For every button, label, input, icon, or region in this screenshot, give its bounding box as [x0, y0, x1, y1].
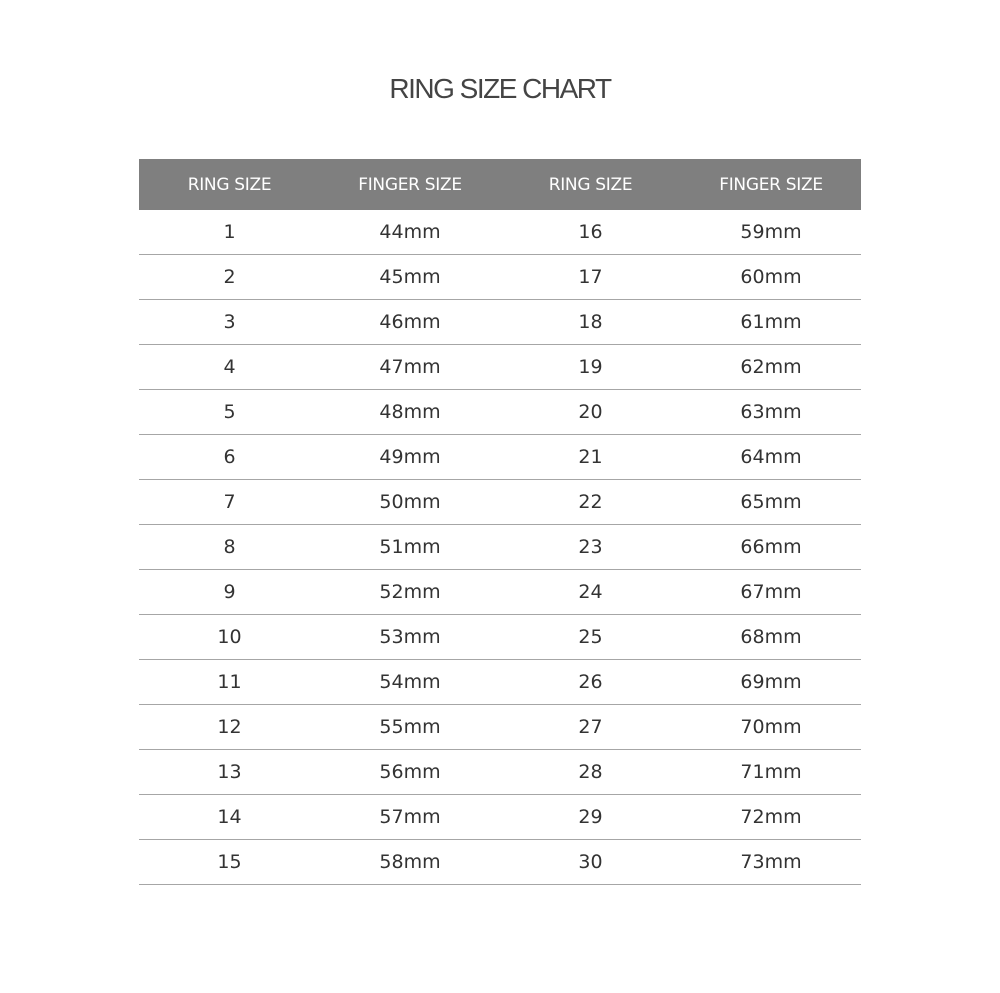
finger-size-cell: 54mm [320, 660, 500, 705]
finger-size-cell: 52mm [320, 570, 500, 615]
finger-size-cell: 55mm [320, 705, 500, 750]
ring-size-cell: 10 [139, 615, 320, 660]
finger-size-cell: 48mm [320, 390, 500, 435]
ring-size-cell: 8 [139, 525, 320, 570]
table-row [139, 390, 861, 435]
finger-size-cell: 64mm [681, 435, 861, 480]
ring-size-cell: 26 [500, 660, 681, 705]
table-row [139, 525, 861, 570]
table-body [139, 210, 861, 885]
finger-size-cell: 44mm [320, 210, 500, 255]
header-ring-size-left: RING SIZE [139, 159, 320, 210]
finger-size-cell: 46mm [320, 300, 500, 345]
ring-size-cell: 9 [139, 570, 320, 615]
finger-size-cell: 67mm [681, 570, 861, 615]
ring-size-cell: 21 [500, 435, 681, 480]
finger-size-cell: 72mm [681, 795, 861, 840]
finger-size-cell: 70mm [681, 705, 861, 750]
ring-size-cell: 5 [139, 390, 320, 435]
finger-size-cell: 60mm [681, 255, 861, 300]
finger-size-cell: 51mm [320, 525, 500, 570]
header-finger-size-right: FINGER SIZE [681, 159, 861, 210]
header-row [139, 159, 861, 210]
ring-size-cell: 24 [500, 570, 681, 615]
ring-size-cell: 7 [139, 480, 320, 525]
ring-size-cell: 15 [139, 840, 320, 885]
finger-size-cell: 69mm [681, 660, 861, 705]
ring-size-cell: 13 [139, 750, 320, 795]
finger-size-cell: 56mm [320, 750, 500, 795]
finger-size-cell: 65mm [681, 480, 861, 525]
ring-size-cell: 11 [139, 660, 320, 705]
finger-size-cell: 61mm [681, 300, 861, 345]
ring-size-cell: 17 [500, 255, 681, 300]
finger-size-cell: 73mm [681, 840, 861, 885]
ring-size-cell: 16 [500, 210, 681, 255]
ring-size-cell: 6 [139, 435, 320, 480]
finger-size-cell: 53mm [320, 615, 500, 660]
ring-size-cell: 18 [500, 300, 681, 345]
table-row [139, 480, 861, 525]
table-row [139, 345, 861, 390]
ring-size-cell: 23 [500, 525, 681, 570]
table-row [139, 210, 861, 255]
header-finger-size-left: FINGER SIZE [320, 159, 500, 210]
ring-size-cell: 20 [500, 390, 681, 435]
finger-size-cell: 58mm [320, 840, 500, 885]
page-title: RING SIZE CHART [389, 73, 611, 104]
table-row [139, 615, 861, 660]
finger-size-cell: 59mm [681, 210, 861, 255]
finger-size-cell: 49mm [320, 435, 500, 480]
ring-size-cell: 3 [139, 300, 320, 345]
table-header [139, 159, 861, 210]
finger-size-cell: 68mm [681, 615, 861, 660]
ring-size-cell: 30 [500, 840, 681, 885]
table-row [139, 795, 861, 840]
table-row [139, 705, 861, 750]
finger-size-cell: 71mm [681, 750, 861, 795]
table-row [139, 660, 861, 705]
finger-size-cell: 63mm [681, 390, 861, 435]
table-row [139, 750, 861, 795]
finger-size-cell: 57mm [320, 795, 500, 840]
ring-size-cell: 4 [139, 345, 320, 390]
finger-size-cell: 45mm [320, 255, 500, 300]
finger-size-cell: 47mm [320, 345, 500, 390]
ring-size-cell: 2 [139, 255, 320, 300]
table-row [139, 840, 861, 885]
header-ring-size-right: RING SIZE [500, 159, 681, 210]
table-row [139, 435, 861, 480]
table-row [139, 300, 861, 345]
table-row [139, 255, 861, 300]
ring-size-cell: 25 [500, 615, 681, 660]
ring-size-cell: 22 [500, 480, 681, 525]
ring-size-cell: 27 [500, 705, 681, 750]
table-row [139, 570, 861, 615]
ring-size-cell: 28 [500, 750, 681, 795]
finger-size-cell: 66mm [681, 525, 861, 570]
ring-size-cell: 29 [500, 795, 681, 840]
ring-size-cell: 19 [500, 345, 681, 390]
ring-size-cell: 12 [139, 705, 320, 750]
ring-size-cell: 14 [139, 795, 320, 840]
finger-size-cell: 62mm [681, 345, 861, 390]
finger-size-cell: 50mm [320, 480, 500, 525]
ring-size-cell: 1 [139, 210, 320, 255]
ring-size-table [139, 159, 861, 885]
